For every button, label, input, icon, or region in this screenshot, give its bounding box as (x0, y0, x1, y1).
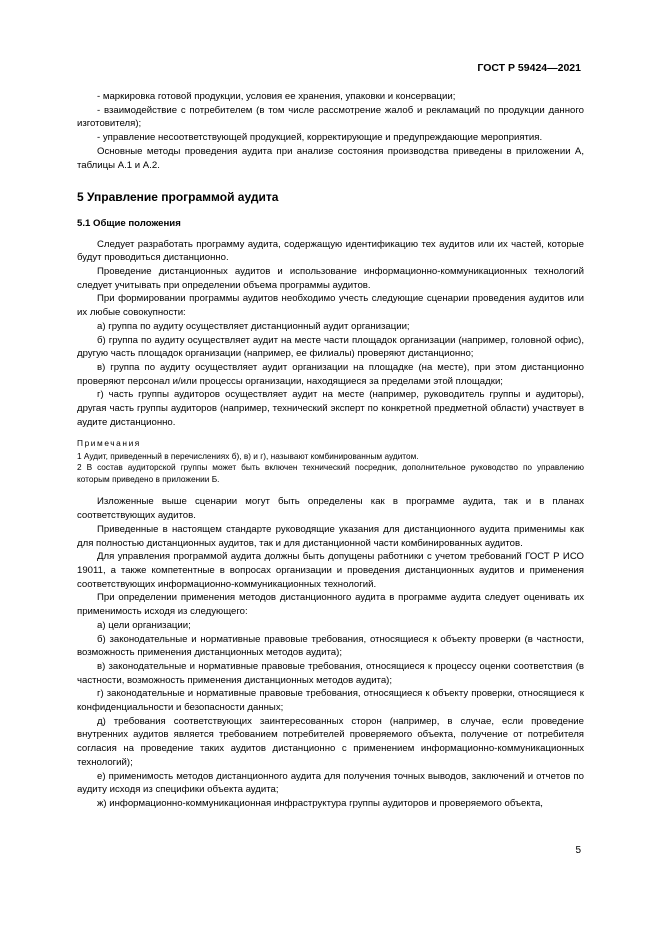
list-item: д) требования соответствующих заинтересованных сторон (например, в случае, если проведение внутренних аудитов является требованием потребителей проверяемого объекта, получение от потребителя согласия на проведение таких аудитов дистанционно с применением информационно-коммуникационных технологий); (77, 715, 584, 768)
list-item: г) часть группы аудиторов осуществляет аудит на месте (например, руководитель группы и аудиторы), другая часть группы аудиторов (например, технический эксперт по конкретной предметной области) участвует в аудите дистанционно. (77, 389, 584, 428)
intro-paragraph: Основные методы проведения аудита при анализе состояния производства приведены в приложении А, таблицы А.1 и А.2. (77, 145, 584, 171)
notes-block (77, 438, 584, 485)
list-item: а) группа по аудиту осуществляет дистанционный аудит организации; (97, 320, 410, 332)
list-item: в) группа по аудиту осуществляет аудит организации на площадке (на месте), при этом дистанционно проверяют персонал и/или процессы организации, находящиеся за пределами этой площадки; (77, 361, 584, 387)
note-item: 1 Аудит, приведенный в перечислениях б), в) и г), называют комбинированным аудитом. (77, 450, 419, 461)
intro-paragraph: - маркировка готовой продукции, условия ее хранения, упаковки и консервации; (97, 91, 456, 102)
note-item: 2 В состав аудиторской группы может быть включен технический посредник, дополнительное руководство по управлению которым приведено в приложении Б. (77, 462, 584, 484)
list-item: в) законодательные и нормативные правовые требования, относящиеся к процессу оценки соответствия (в частности, возможность применения дистанционных методов аудита); (77, 660, 584, 686)
list-item: ж) информационно-коммуникационная инфраструктура группы аудиторов и проверяемого объекта, (97, 797, 543, 809)
list-item: г) законодательные и нормативные правовые требования, относящиеся к объекту проверки, относящиеся к конфиденциальности и безопасности данных; (77, 688, 584, 714)
body-paragraph: Изложенные выше сценарии могут быть определены как в программе аудита, так и в планах соответствующих аудитов. (77, 496, 584, 522)
standard-header: ГОСТ Р 59424—2021 (477, 62, 581, 74)
notes-title: Примечания (77, 438, 141, 449)
page-content (77, 90, 584, 811)
page-number: 5 (575, 845, 581, 856)
section-heading: 5 Управление программой аудита (77, 190, 279, 205)
intro-paragraph: - управление несоответствующей продукцией, корректирующие и предупреждающие мероприятия. (97, 132, 543, 144)
body-paragraph: Приведенные в настоящем стандарте руководящие указания для дистанционного аудита применимы как для полностью дистанционных аудитов, так и для дистанционной части комбинированных аудитов. (77, 523, 584, 549)
list-item: а) цели организации; (97, 619, 191, 631)
list-item: б) законодательные и нормативные правовые требования, относящиеся к объекту проверки (в частности, возможность применения дистанционных методов аудита); (77, 633, 584, 659)
list-item: е) применимость методов дистанционного аудита для получения точных выводов, заключений и отчетов по аудиту исходя из специфики объекта аудита; (77, 770, 584, 796)
body-paragraph: Проведение дистанционных аудитов и использование информационно-коммуникационных технологий следует учитывать при определении объема программы аудитов. (77, 266, 584, 291)
body-paragraph: Следует разработать программу аудита, содержащую идентификацию тех аудитов или их частей, которые будут проводиться дистанционно. (77, 238, 584, 264)
list-item: б) группа по аудиту осуществляет аудит на месте части площадок организации (например, головной офис), другую часть площадок организации (например, ее филиалы) проверяют дистанционно; (77, 334, 584, 360)
body-paragraph: При формировании программы аудитов необходимо учесть следующие сценарии проведения аудитов или их любые совокупности: (77, 293, 584, 319)
body-paragraph: Для управления программой аудита должны быть допущены работники с учетом требований ГОСТ Р ИСО 19011, а также компетентные в вопросах организации и проведения дистанционных аудитов и применения соответствующих информационно-коммуникационных технологий. (77, 551, 584, 590)
subsection-heading: 5.1 Общие положения (77, 217, 181, 229)
body-paragraph: При определении применения методов дистанционного аудита в программе аудита следует оценивать их применимость исходя из следующего: (77, 592, 584, 618)
intro-paragraph: - взаимодействие с потребителем (в том числе рассмотрение жалоб и рекламаций по продукции данного изготовителя); (77, 104, 584, 130)
